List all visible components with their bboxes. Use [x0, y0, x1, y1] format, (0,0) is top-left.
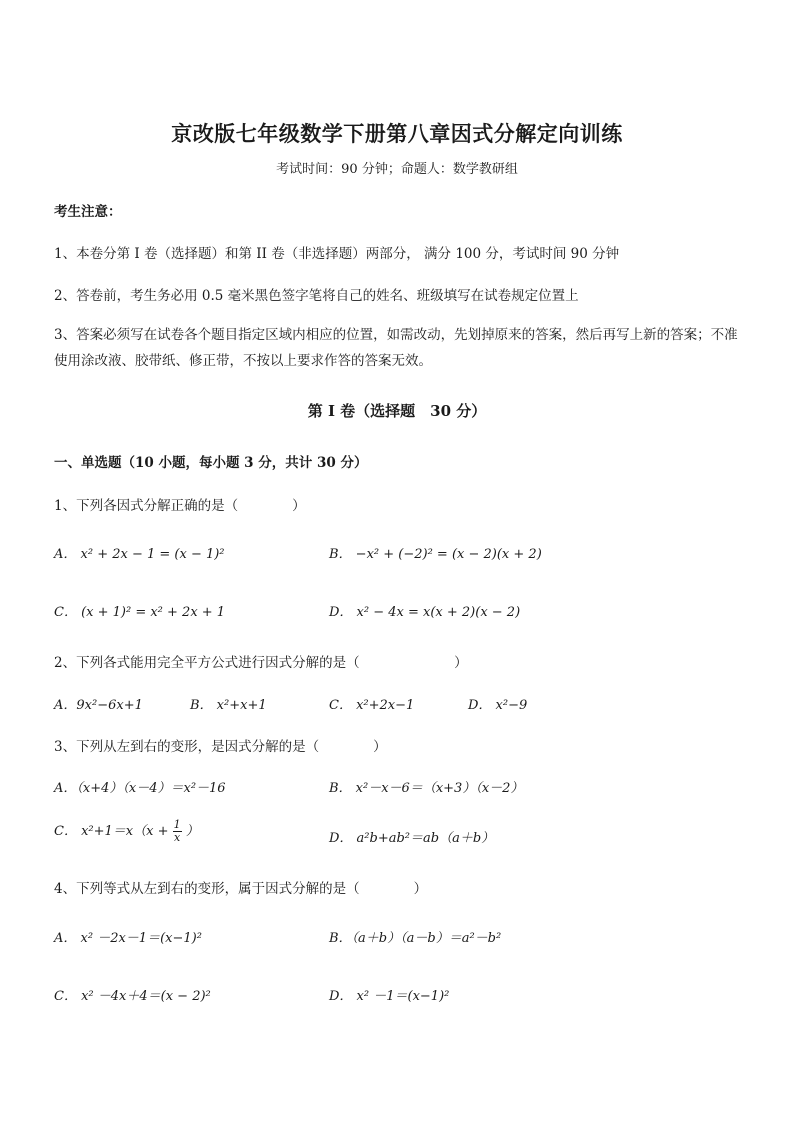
notice-heading: 考生注意：: [54, 204, 122, 220]
question-1-option-a: A． x² + 2x − 1 = (x − 1)²: [54, 547, 225, 562]
question-3-option-c-prefix: C． x²+1＝x（x +: [54, 824, 169, 839]
question-3-option-d: D． a²b+ab²＝ab（a＋b）: [329, 831, 495, 846]
question-3-option-c: [54, 819, 199, 844]
question-2-option-d: D． x²−9: [468, 698, 528, 713]
question-1-option-c: C． (x + 1)² = x² + 2x + 1: [54, 605, 226, 620]
question-4-option-d: D． x² －1＝(x−1)²: [329, 989, 450, 1004]
question-3-option-c-suffix: ）: [185, 824, 199, 839]
question-2-option-b: B． x²+x+1: [190, 698, 267, 713]
question-3-option-b: B． x²－x－6＝（x+3）（x－2）: [329, 781, 524, 796]
exam-subtitle: 考试时间：90 分钟；命题人：数学教研组: [276, 162, 518, 177]
fraction: [173, 819, 182, 844]
question-4-stem: 4、下列等式从左到右的变形，属于因式分解的是（ ）: [54, 881, 428, 897]
question-3-stem: 3、下列从左到右的变形，是因式分解的是（ ）: [54, 739, 387, 755]
question-1-option-b: B． −x² + (−2)² = (x − 2)(x + 2): [329, 547, 542, 562]
notice-item-1: 1、本卷分第 I 卷（选择题）和第 II 卷（非选择题）两部分， 满分 100 分，考试时间 90 分钟: [54, 246, 620, 262]
question-2-option-c: C． x²+2x−1: [329, 698, 415, 713]
question-1-stem: 1、下列各因式分解正确的是（ ）: [54, 498, 306, 514]
question-3-option-a: A．（x+4）（x－4）＝x²－16: [54, 781, 226, 796]
fraction-denominator: x: [174, 831, 181, 844]
question-4-option-b: B．（a＋b）（a－b）＝a²－b²: [329, 931, 502, 946]
question-2-stem: 2、下列各式能用完全平方公式进行因式分解的是（ ）: [54, 655, 468, 671]
part-title: 一、单选题（10 小题，每小题 3 分，共计 30 分）: [54, 455, 368, 471]
question-2-option-a: A．9x²−6x+1: [54, 698, 143, 713]
section-title: 第 I 卷（选择题 30 分）: [307, 402, 487, 420]
exam-title: 京改版七年级数学下册第八章因式分解定向训练: [171, 121, 623, 146]
fraction-numerator: 1: [173, 818, 181, 831]
notice-item-2: 2、答卷前，考生务必用 0.5 毫米黑色签字笔将自己的姓名、班级填写在试卷规定位置上: [54, 288, 579, 304]
notice-item-3: 3、答案必须写在试卷各个题目指定区域内相应的位置，如需改动，先划掉原来的答案，然后再写上新的答案；不准使用涂改液、胶带纸、修正带，不按以上要求作答的答案无效。: [54, 327, 738, 369]
question-4-option-c: C． x² －4x＋4＝(x − 2)²: [54, 989, 211, 1004]
question-4-option-a: A． x² －2x－1＝(x−1)²: [54, 931, 202, 946]
question-1-option-d: D． x² − 4x = x(x + 2)(x − 2): [329, 605, 521, 620]
